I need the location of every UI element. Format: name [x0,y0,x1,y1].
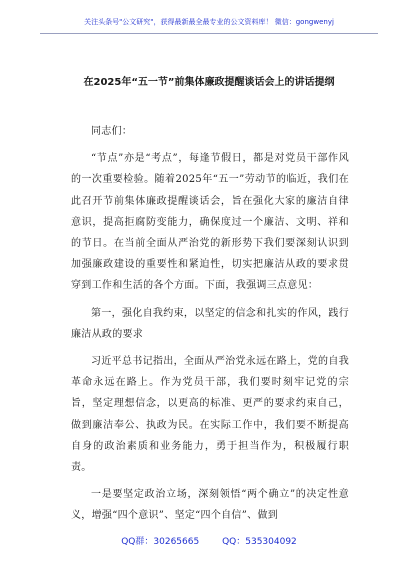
footer-qq-group: QQ群：30265665 [121,537,200,547]
document-title: 在2025年“五一节”前集体廉政提醒谈话会上的讲话提纲 [83,77,335,88]
footer-qq: QQ：535304092 [222,537,297,547]
header-banner: 关注头条号"公文研究"，获得最新最全最专业的公文资料库！ 微信：gongwenyj [84,18,334,26]
greeting: 同志们： [91,126,133,137]
paragraph-intro: “节点”亦是“考点”，每逢节假日，都是对党员干部作风的一次重要检验。随着2025年“五一”劳动节的临近，我们在此召开节前集体廉政提醒谈话会，旨在强化大家的廉洁自律意识，提高拒腐防变能力，确保度过一个廉洁、文明、祥和的节日。在当前全面从严治党的新形势下我们要深刻认识到加强廉政建设的重要性和紧迫性，切实把廉洁从政的要求贯穿到工作和生活的各个方面。下面，我强调三点意见： [71,153,349,292]
paragraph-section-1: 习近平总书记指出，全面从严治党永远在路上，党的自我革命永远在路上。作为党员干部，我们要时刻牢记党的宗旨，坚定理想信念，以更高的标准、更严的要求约束自己，做到廉洁奉公、执政为民。在实际工作中，我们要不断提高自身的政治素质和业务能力，勇于担当作为，积极履行职责。 [71,356,349,474]
paragraph-point-1: 一是要坚定政治立场，深刻领悟“两个确立”的决定性意义，增强“四个意识”、坚定“四个自信”、做到 [71,489,349,522]
document-body [71,121,349,527]
footer-contact [40,534,378,547]
header-divider [40,33,378,34]
section-heading-1: 第一，强化自我约束，以坚定的信念和扎实的作风，践行廉洁从政的要求 [71,307,349,340]
